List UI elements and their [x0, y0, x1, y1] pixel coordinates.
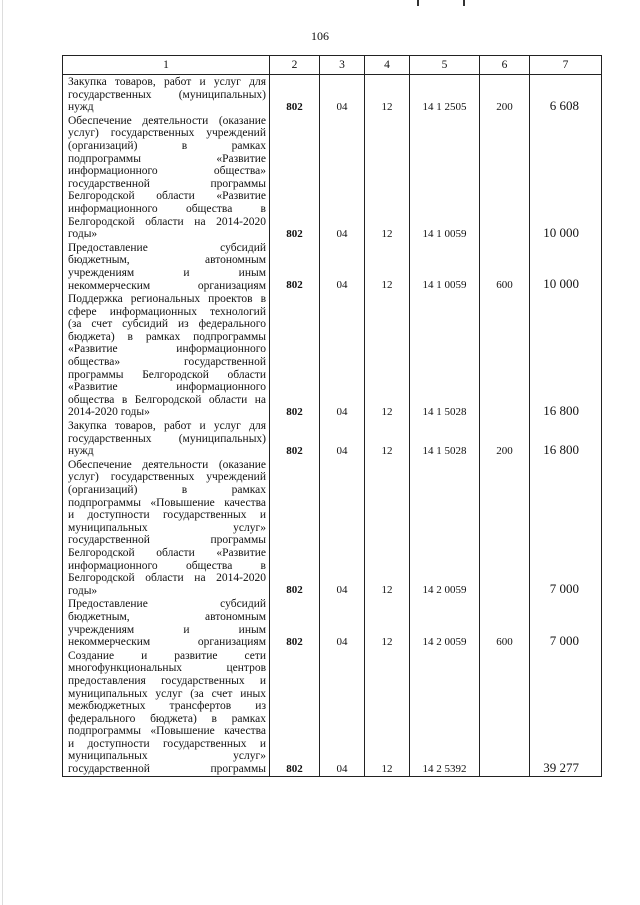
row-description	[63, 241, 270, 292]
section-cell: 04	[320, 649, 365, 776]
description-line: некоммерческим организациям	[68, 636, 266, 649]
description-line: муниципальных услуг»	[68, 750, 266, 763]
description-line: подпрограммы «Развитие	[68, 152, 266, 165]
description-line: подпрограммы «Повышение качества	[68, 496, 266, 509]
description-line: Создание и развитие сети	[68, 649, 266, 662]
section-cell: 04	[320, 419, 365, 458]
section-cell: 04	[320, 292, 365, 419]
row-description	[63, 419, 270, 458]
target-article-cell: 14 2 5392	[410, 649, 480, 776]
description-line: межбюджетных трансфертов из	[68, 700, 266, 713]
row-description	[63, 597, 270, 648]
table-row	[63, 419, 602, 458]
description-line: Предоставление субсидий	[68, 598, 266, 611]
subsection-cell: 12	[365, 458, 410, 598]
description-line: государственной программы	[68, 177, 266, 190]
description-line: Закупка товаров, работ и услуг для	[68, 76, 266, 88]
description-line: 2014-2020 годы»	[68, 406, 150, 419]
description-line: Предоставление субсидий	[68, 241, 266, 254]
code-cell: 802	[270, 114, 320, 241]
expense-type-cell: 200	[480, 75, 530, 114]
description-line: информационного общества в	[68, 202, 266, 215]
subsection-cell: 12	[365, 649, 410, 776]
description-line: «Развитие информационного	[68, 381, 266, 394]
section-cell: 04	[320, 114, 365, 241]
amount-cell: 6 608	[530, 75, 602, 114]
table-row	[63, 292, 602, 419]
code-cell: 802	[270, 649, 320, 776]
description-line: предоставления государственных и	[68, 674, 266, 687]
description-line: услуг) государственных учреждений	[68, 471, 266, 484]
expense-type-cell: 600	[480, 597, 530, 648]
code-cell: 802	[270, 292, 320, 419]
section-cell: 04	[320, 597, 365, 648]
amount-cell: 16 800	[530, 419, 602, 458]
amount-cell: 16 800	[530, 292, 602, 419]
edge-mark	[417, 0, 419, 6]
table-row	[63, 114, 602, 241]
description-line: (за счет субсидий из федерального	[68, 318, 266, 331]
description-line: Обеспечение деятельности (оказание	[68, 458, 266, 471]
header-row	[63, 56, 602, 75]
header-cell: 7	[530, 56, 602, 75]
target-article-cell: 14 1 5028	[410, 292, 480, 419]
description-line: государственной программы	[68, 534, 266, 547]
amount-cell: 10 000	[530, 241, 602, 292]
description-line: учреждениям и иным	[68, 266, 266, 279]
target-article-cell: 14 1 0059	[410, 114, 480, 241]
code-cell: 802	[270, 597, 320, 648]
description-line: нужд	[68, 445, 94, 458]
expense-type-cell	[480, 649, 530, 776]
description-line: учреждениям и иным	[68, 623, 266, 636]
header-cell: 3	[320, 56, 365, 75]
code-cell: 802	[270, 75, 320, 114]
expense-type-cell: 600	[480, 241, 530, 292]
subsection-cell: 12	[365, 241, 410, 292]
description-line: подпрограммы «Повышение качества	[68, 725, 266, 738]
target-article-cell: 14 2 0059	[410, 597, 480, 648]
section-cell: 04	[320, 241, 365, 292]
table-row	[63, 75, 602, 114]
header-cell: 6	[480, 56, 530, 75]
description-line: государственной программы	[68, 763, 266, 776]
description-line: Белгородской области «Развитие	[68, 546, 266, 559]
subsection-cell: 12	[365, 597, 410, 648]
target-article-cell: 14 2 0059	[410, 458, 480, 598]
target-article-cell: 14 1 0059	[410, 241, 480, 292]
table-row	[63, 597, 602, 648]
amount-cell: 39 277	[530, 649, 602, 776]
description-line: нужд	[68, 101, 94, 114]
amount-cell: 7 000	[530, 458, 602, 598]
amount-cell: 10 000	[530, 114, 602, 241]
code-cell: 802	[270, 241, 320, 292]
table-body	[63, 75, 602, 777]
target-article-cell: 14 1 2505	[410, 75, 480, 114]
description-line: программы Белгородской области	[68, 368, 266, 381]
header-cell: 5	[410, 56, 480, 75]
description-line: годы»	[68, 584, 98, 597]
code-cell: 802	[270, 458, 320, 598]
table-row	[63, 241, 602, 292]
description-line: муниципальных услуг (за счет иных	[68, 687, 266, 700]
description-line: информационного общества в	[68, 559, 266, 572]
section-cell: 04	[320, 75, 365, 114]
row-description	[63, 114, 270, 241]
subsection-cell: 12	[365, 114, 410, 241]
description-line: Белгородской области на 2014-2020	[68, 572, 266, 585]
description-line: Белгородской области на 2014-2020	[68, 215, 266, 228]
expense-type-cell	[480, 292, 530, 419]
table-row	[63, 649, 602, 776]
budget-table	[62, 55, 602, 777]
description-line: (организаций) в рамках	[68, 139, 266, 152]
amount-cell: 7 000	[530, 597, 602, 648]
page-number: 106	[311, 29, 329, 43]
description-line: федерального бюджета) в рамках	[68, 712, 266, 725]
description-line: многофункциональных центров	[68, 662, 266, 675]
target-article-cell: 14 1 5028	[410, 419, 480, 458]
description-line: Обеспечение деятельности (оказание	[68, 114, 266, 127]
description-line: и доступности государственных и	[68, 737, 266, 750]
expense-type-cell	[480, 114, 530, 241]
row-description	[63, 458, 270, 598]
page-edge-left	[2, 0, 3, 905]
description-line: Белгородской области «Развитие	[68, 190, 266, 203]
description-line: годы»	[68, 228, 98, 241]
header-cell: 1	[63, 56, 270, 75]
subsection-cell: 12	[365, 75, 410, 114]
description-line: государственных (муниципальных)	[68, 88, 266, 101]
description-line: бюджетным, автономным	[68, 610, 266, 623]
description-line: общества» государственной	[68, 356, 266, 369]
description-line: некоммерческим организациям	[68, 279, 266, 292]
expense-type-cell: 200	[480, 419, 530, 458]
subsection-cell: 12	[365, 292, 410, 419]
description-line: государственных (муниципальных)	[68, 432, 266, 445]
description-line: и доступности государственных и	[68, 509, 266, 522]
expense-type-cell	[480, 458, 530, 598]
description-line: Поддержка региональных проектов в	[68, 293, 266, 306]
description-line: информационного общества»	[68, 165, 266, 178]
description-line: услуг) государственных учреждений	[68, 127, 266, 140]
header-cell: 2	[270, 56, 320, 75]
code-cell: 802	[270, 419, 320, 458]
edge-mark	[463, 0, 465, 6]
description-line: «Развитие информационного	[68, 343, 266, 356]
description-line: муниципальных услуг»	[68, 521, 266, 534]
subsection-cell: 12	[365, 419, 410, 458]
row-description	[63, 649, 270, 776]
description-line: Закупка товаров, работ и услуг для	[68, 420, 266, 433]
description-line: (организаций) в рамках	[68, 484, 266, 496]
row-description	[63, 75, 270, 114]
description-line: общества в Белгородской области на	[68, 393, 266, 406]
table-row	[63, 458, 602, 598]
description-line: сфере информационных технологий	[68, 305, 266, 318]
section-cell: 04	[320, 458, 365, 598]
header-cell: 4	[365, 56, 410, 75]
description-line: бюджетным, автономным	[68, 254, 266, 267]
row-description	[63, 292, 270, 419]
description-line: бюджета) в рамках подпрограммы	[68, 330, 266, 343]
